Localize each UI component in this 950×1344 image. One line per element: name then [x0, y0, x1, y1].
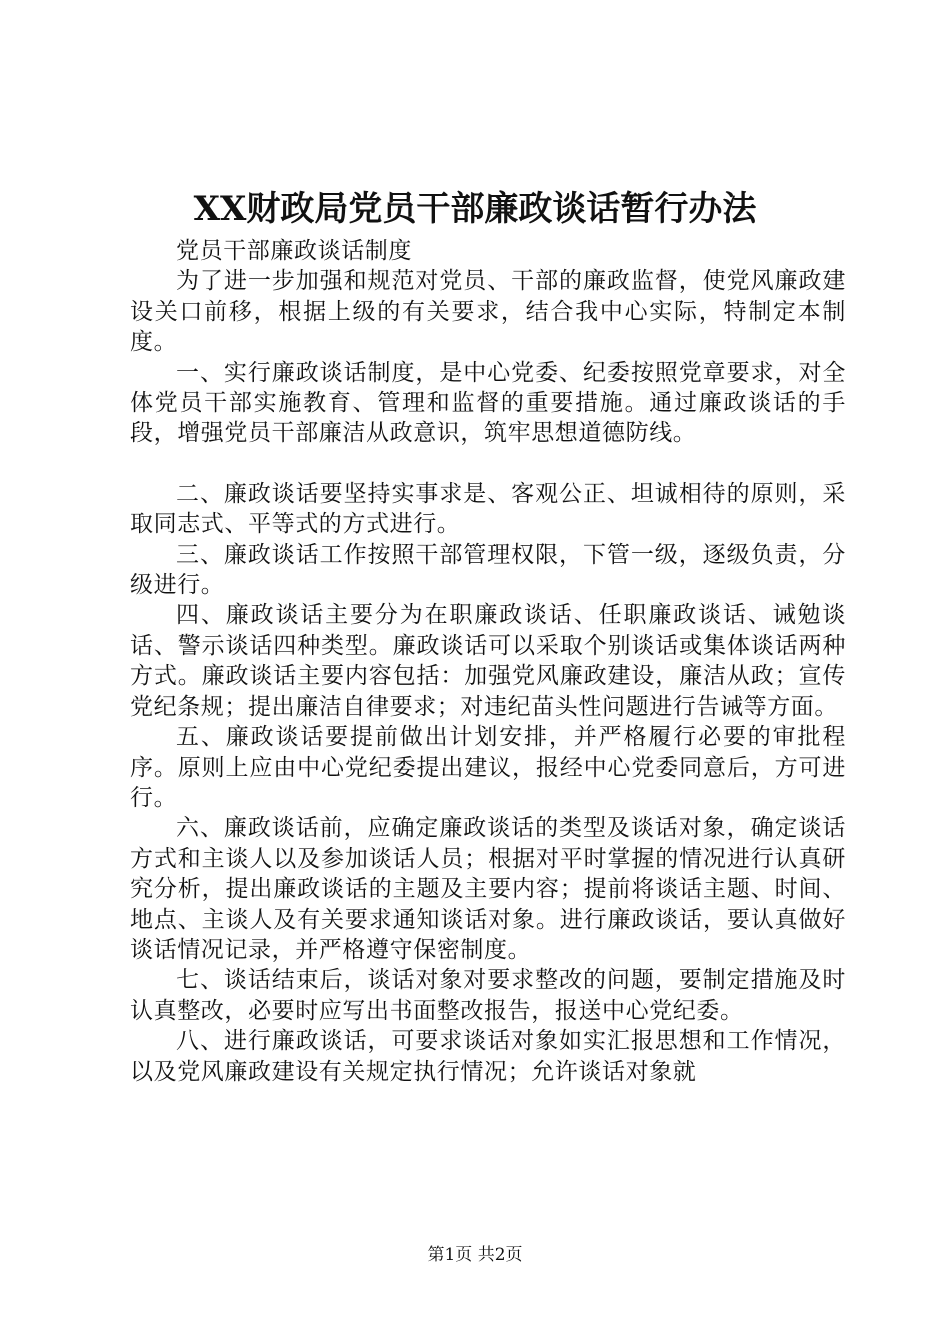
document-title: XX财政局党员干部廉政谈话暂行办法: [193, 189, 757, 229]
paragraph-1: 一、实行廉政谈话制度，是中心党委、纪委按照党章要求，对全体党员干部实施教育、管理和监督的重要措施。通过廉政谈话的手段，增强党员干部廉洁从政意识，筑牢思想道德防线。: [130, 359, 846, 447]
paragraph-8: 八、进行廉政谈话，可要求谈话对象如实汇报思想和工作情况，以及党风廉政建设有关规定执行情况；允许谈话对象就: [130, 1028, 846, 1085]
paragraph-2: 二、廉政谈话要坚持实事求是、客观公正、坦诚相待的原则，采取同志式、平等式的方式进行。: [130, 480, 846, 538]
paragraph-subtitle: 党员干部廉政谈话制度: [176, 238, 412, 264]
page-number-footer: 第1页 共2页: [427, 1245, 523, 1265]
document-body: [130, 236, 846, 1087]
paragraph-7: 七、谈话结束后，谈话对象对要求整改的问题，要制定措施及时认真整改，必要时应写出书面整改报告，报送中心党纪委。: [130, 967, 846, 1024]
paragraph-4: 四、廉政谈话主要分为在职廉政谈话、任职廉政谈话、诫勉谈话、警示谈话四种类型。廉政谈话可以采取个别谈话或集体谈话两种方式。廉政谈话主要内容包括：加强党风廉政建设，廉洁从政；宣传党纪条规；提出廉洁自律要求；对违纪苗头性问题进行告诫等方面。: [130, 602, 846, 720]
paragraph-5: 五、廉政谈话要提前做出计划安排，并严格履行必要的审批程序。原则上应由中心党纪委提出建议，报经中心党委同意后，方可进行。: [130, 724, 846, 811]
paragraph-3: 三、廉政谈话工作按照干部管理权限，下管一级，逐级负责，分级进行。: [130, 541, 846, 599]
paragraph-intro: 为了进一步加强和规范对党员、干部的廉政监督，使党风廉政建设关口前移，根据上级的有关要求，结合我中心实际，特制定本制度。: [130, 268, 846, 356]
paragraph-6: 六、廉政谈话前，应确定廉政谈话的类型及谈话对象，确定谈话方式和主谈人以及参加谈话人员；根据对平时掌握的情况进行认真研究分析，提出廉政谈话的主题及主要内容；提前将谈话主题、时间、地点、主谈人及有关要求通知谈话对象。进行廉政谈话，要认真做好谈话情况记录，并严格遵守保密制度。: [130, 815, 846, 963]
